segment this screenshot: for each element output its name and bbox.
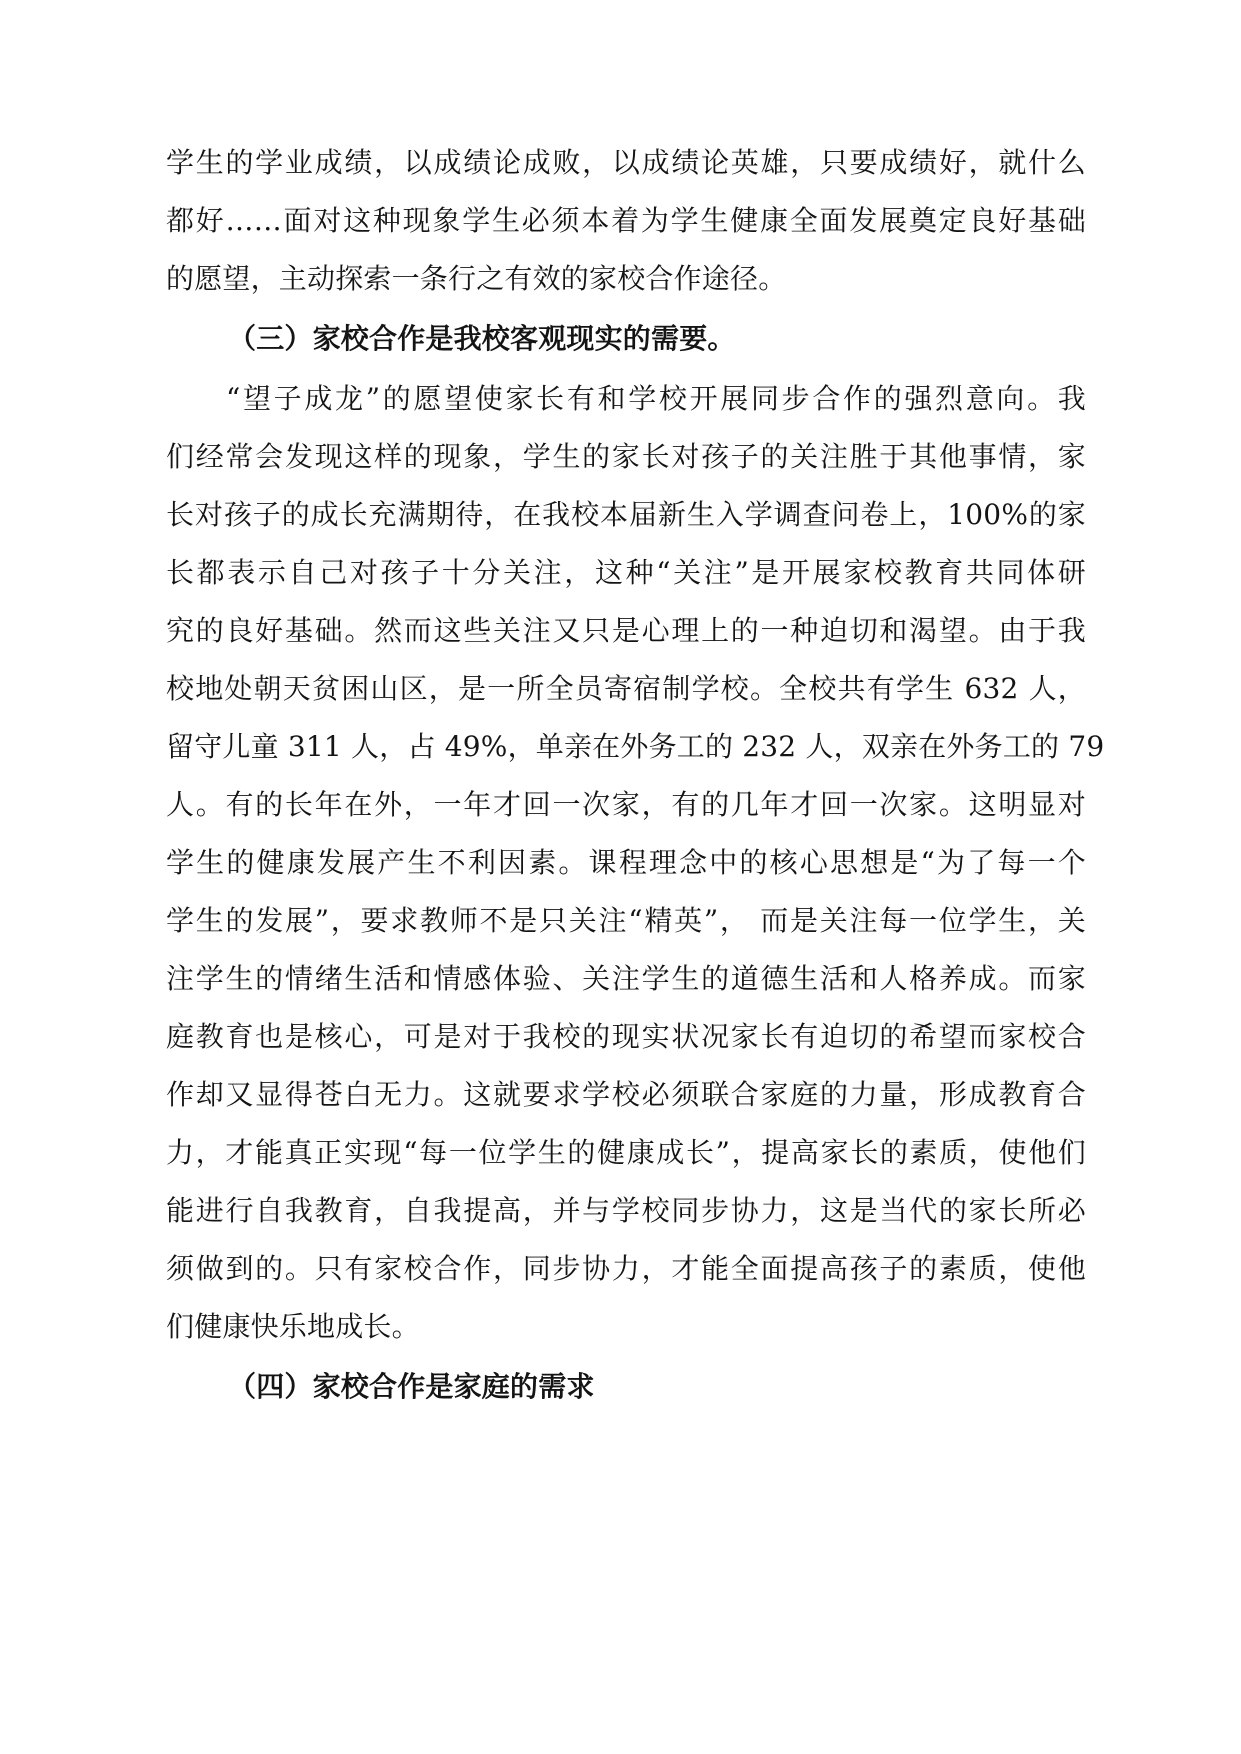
paragraph-line-11: 人。有的长年在外，一年才回一次家，有的几年才回一次家。这明显对 <box>166 788 1086 821</box>
paragraph-line-6: 长对孩子的成长充满期待，在我校本届新生入学调查问卷上，100%的家 <box>166 498 1086 531</box>
paragraph-line-13: 学生的发展”，要求教师不是只关注“精英”， 而是关注每一位学生，关 <box>166 904 1086 937</box>
paragraph-line-19: 须做到的。只有家校合作，同步协力，才能全面提高孩子的素质，使他 <box>166 1252 1086 1285</box>
paragraph-line-5: 们经常会发现这样的现象，学生的家长对孩子的关注胜于其他事情，家 <box>166 440 1086 473</box>
paragraph-line-12: 学生的健康发展产生不利因素。课程理念中的核心思想是“为了每一个 <box>166 846 1086 879</box>
paragraph-line-15: 庭教育也是核心，可是对于我校的现实状况家长有迫切的希望而家校合 <box>166 1020 1086 1053</box>
paragraph-line-17: 力，才能真正实现“每一位学生的健康成长”，提高家长的素质，使他们 <box>166 1136 1086 1169</box>
paragraph-line-16: 作却又显得苍白无力。这就要求学校必须联合家庭的力量，形成教育合 <box>166 1078 1086 1111</box>
paragraph-line-2: 都好……面对这种现象学生必须本着为学生健康全面发展奠定良好基础 <box>166 204 1086 237</box>
paragraph-line-9: 校地处朝天贫困山区，是一所全员寄宿制学校。全校共有学生 632 人， <box>166 672 1086 705</box>
paragraph-line-10: 留守儿童 311 人，占 49%，单亲在外务工的 232 人，双亲在外务工的 79 <box>166 730 1105 763</box>
paragraph-line-3: 的愿望，主动探索一条行之有效的家校合作途径。 <box>166 262 787 295</box>
paragraph-line-7: 长都表示自己对孩子十分关注，这种“关注”是开展家校教育共同体研 <box>166 556 1086 589</box>
paragraph-line-14: 注学生的情绪生活和情感体验、关注学生的道德生活和人格养成。而家 <box>166 962 1086 995</box>
paragraph-line-18: 能进行自我教育，自我提高，并与学校同步协力，这是当代的家长所必 <box>166 1194 1086 1227</box>
paragraph-line-4: “望子成龙”的愿望使家长有和学校开展同步合作的强烈意向。我 <box>226 382 1086 415</box>
paragraph-line-1: 学生的学业成绩，以成绩论成败，以成绩论英雄，只要成绩好，就什么 <box>166 146 1086 179</box>
section-heading-4: （四）家校合作是家庭的需求 <box>228 1370 595 1403</box>
paragraph-line-20: 们健康快乐地成长。 <box>166 1310 420 1343</box>
section-heading-3: （三）家校合作是我校客观现实的需要。 <box>228 322 736 355</box>
paragraph-line-8: 究的良好基础。然而这些关注又只是心理上的一种迫切和渴望。由于我 <box>166 614 1086 647</box>
